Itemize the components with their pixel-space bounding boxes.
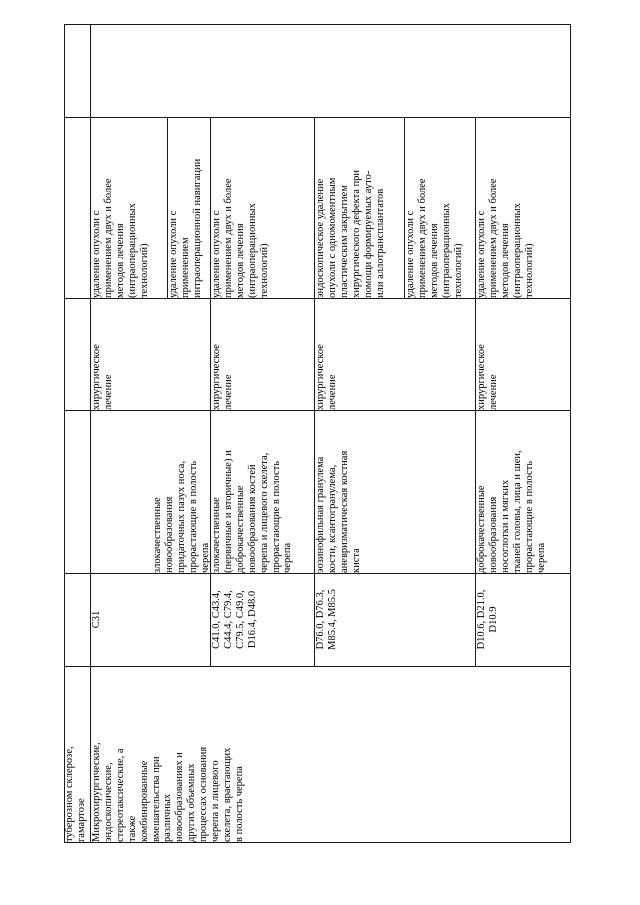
diagnosis-cell-2: злокачественные (первичные и вторичные) и доброкачественные новообразования костей черепа и лицевого скелета, прорастающие в полость черепа bbox=[211, 450, 294, 573]
prev-row-text: туберозном склерозе, гамартозе bbox=[64, 746, 87, 842]
method-option-3a: эндоскопическое удаление опухоли с одномоментным пластическим закрытием хирургического дефекта при помощи формируемых ауто- или аллотрансплантатов bbox=[315, 169, 386, 298]
diagnosis-cell-3: эозинофильная гранулема кости, ксантогранулема, аневризматическая костная киста bbox=[315, 450, 362, 573]
icd-cell-4: D10.6, D21.0, D10.9 bbox=[476, 589, 499, 650]
method-option-4a: удаление опухоли с применением двух и более методов лечения (интраоперационных технологий) bbox=[476, 178, 535, 298]
icd-cell-3: D76.0, D76.3, M85.4, M85.5 bbox=[315, 589, 338, 650]
method-option-2a: удаление опухоли с применением двух и более методов лечения (интраоперационных технологий) bbox=[211, 178, 270, 298]
table-border-right bbox=[570, 24, 571, 843]
diagnosis-cell-1: злокачественные новообразования придаточных пазух носа, прорастающие в полость черепа bbox=[152, 460, 211, 573]
method-cell: Микрохирургические, эндоскопические, стереотаксические, а также комбинированные вмешательства при различных новообразованиях и других объемных процессах основания черепа и лицевого скелета, врастающих в полость черепа bbox=[91, 742, 245, 842]
treatment-type-cell-1: хирургическое лечение bbox=[91, 344, 114, 410]
method-option-1a: удаление опухоли с применением двух и более методов лечения (интраоперационных технологий) bbox=[91, 178, 150, 298]
table-border-bottom bbox=[64, 842, 571, 843]
method-option-3b: удаление опухоли с применением двух и более методов лечения (интраоперационных технологий) bbox=[405, 178, 464, 298]
treatment-type-cell-2: хирургическое лечение bbox=[211, 344, 234, 410]
table-border-top bbox=[64, 24, 571, 25]
diagnosis-cell-4: доброкачественные новообразования носоглотки и мягких тканей головы, лица и шеи, прорастающие в полость черепа bbox=[476, 450, 547, 573]
icd-cell-1: C31 bbox=[91, 610, 102, 629]
method-option-1b: удаление опухоли с применением интраоперационной навигации bbox=[168, 158, 203, 298]
icd-cell-2: C41.0, C43.4, C44.4, C79.4, C79.5, C49.0, D16.4, D48.0 bbox=[211, 590, 258, 649]
treatment-type-cell-3: хирургическое лечение bbox=[315, 344, 338, 410]
treatment-type-cell-4: хирургическое лечение bbox=[476, 344, 499, 410]
